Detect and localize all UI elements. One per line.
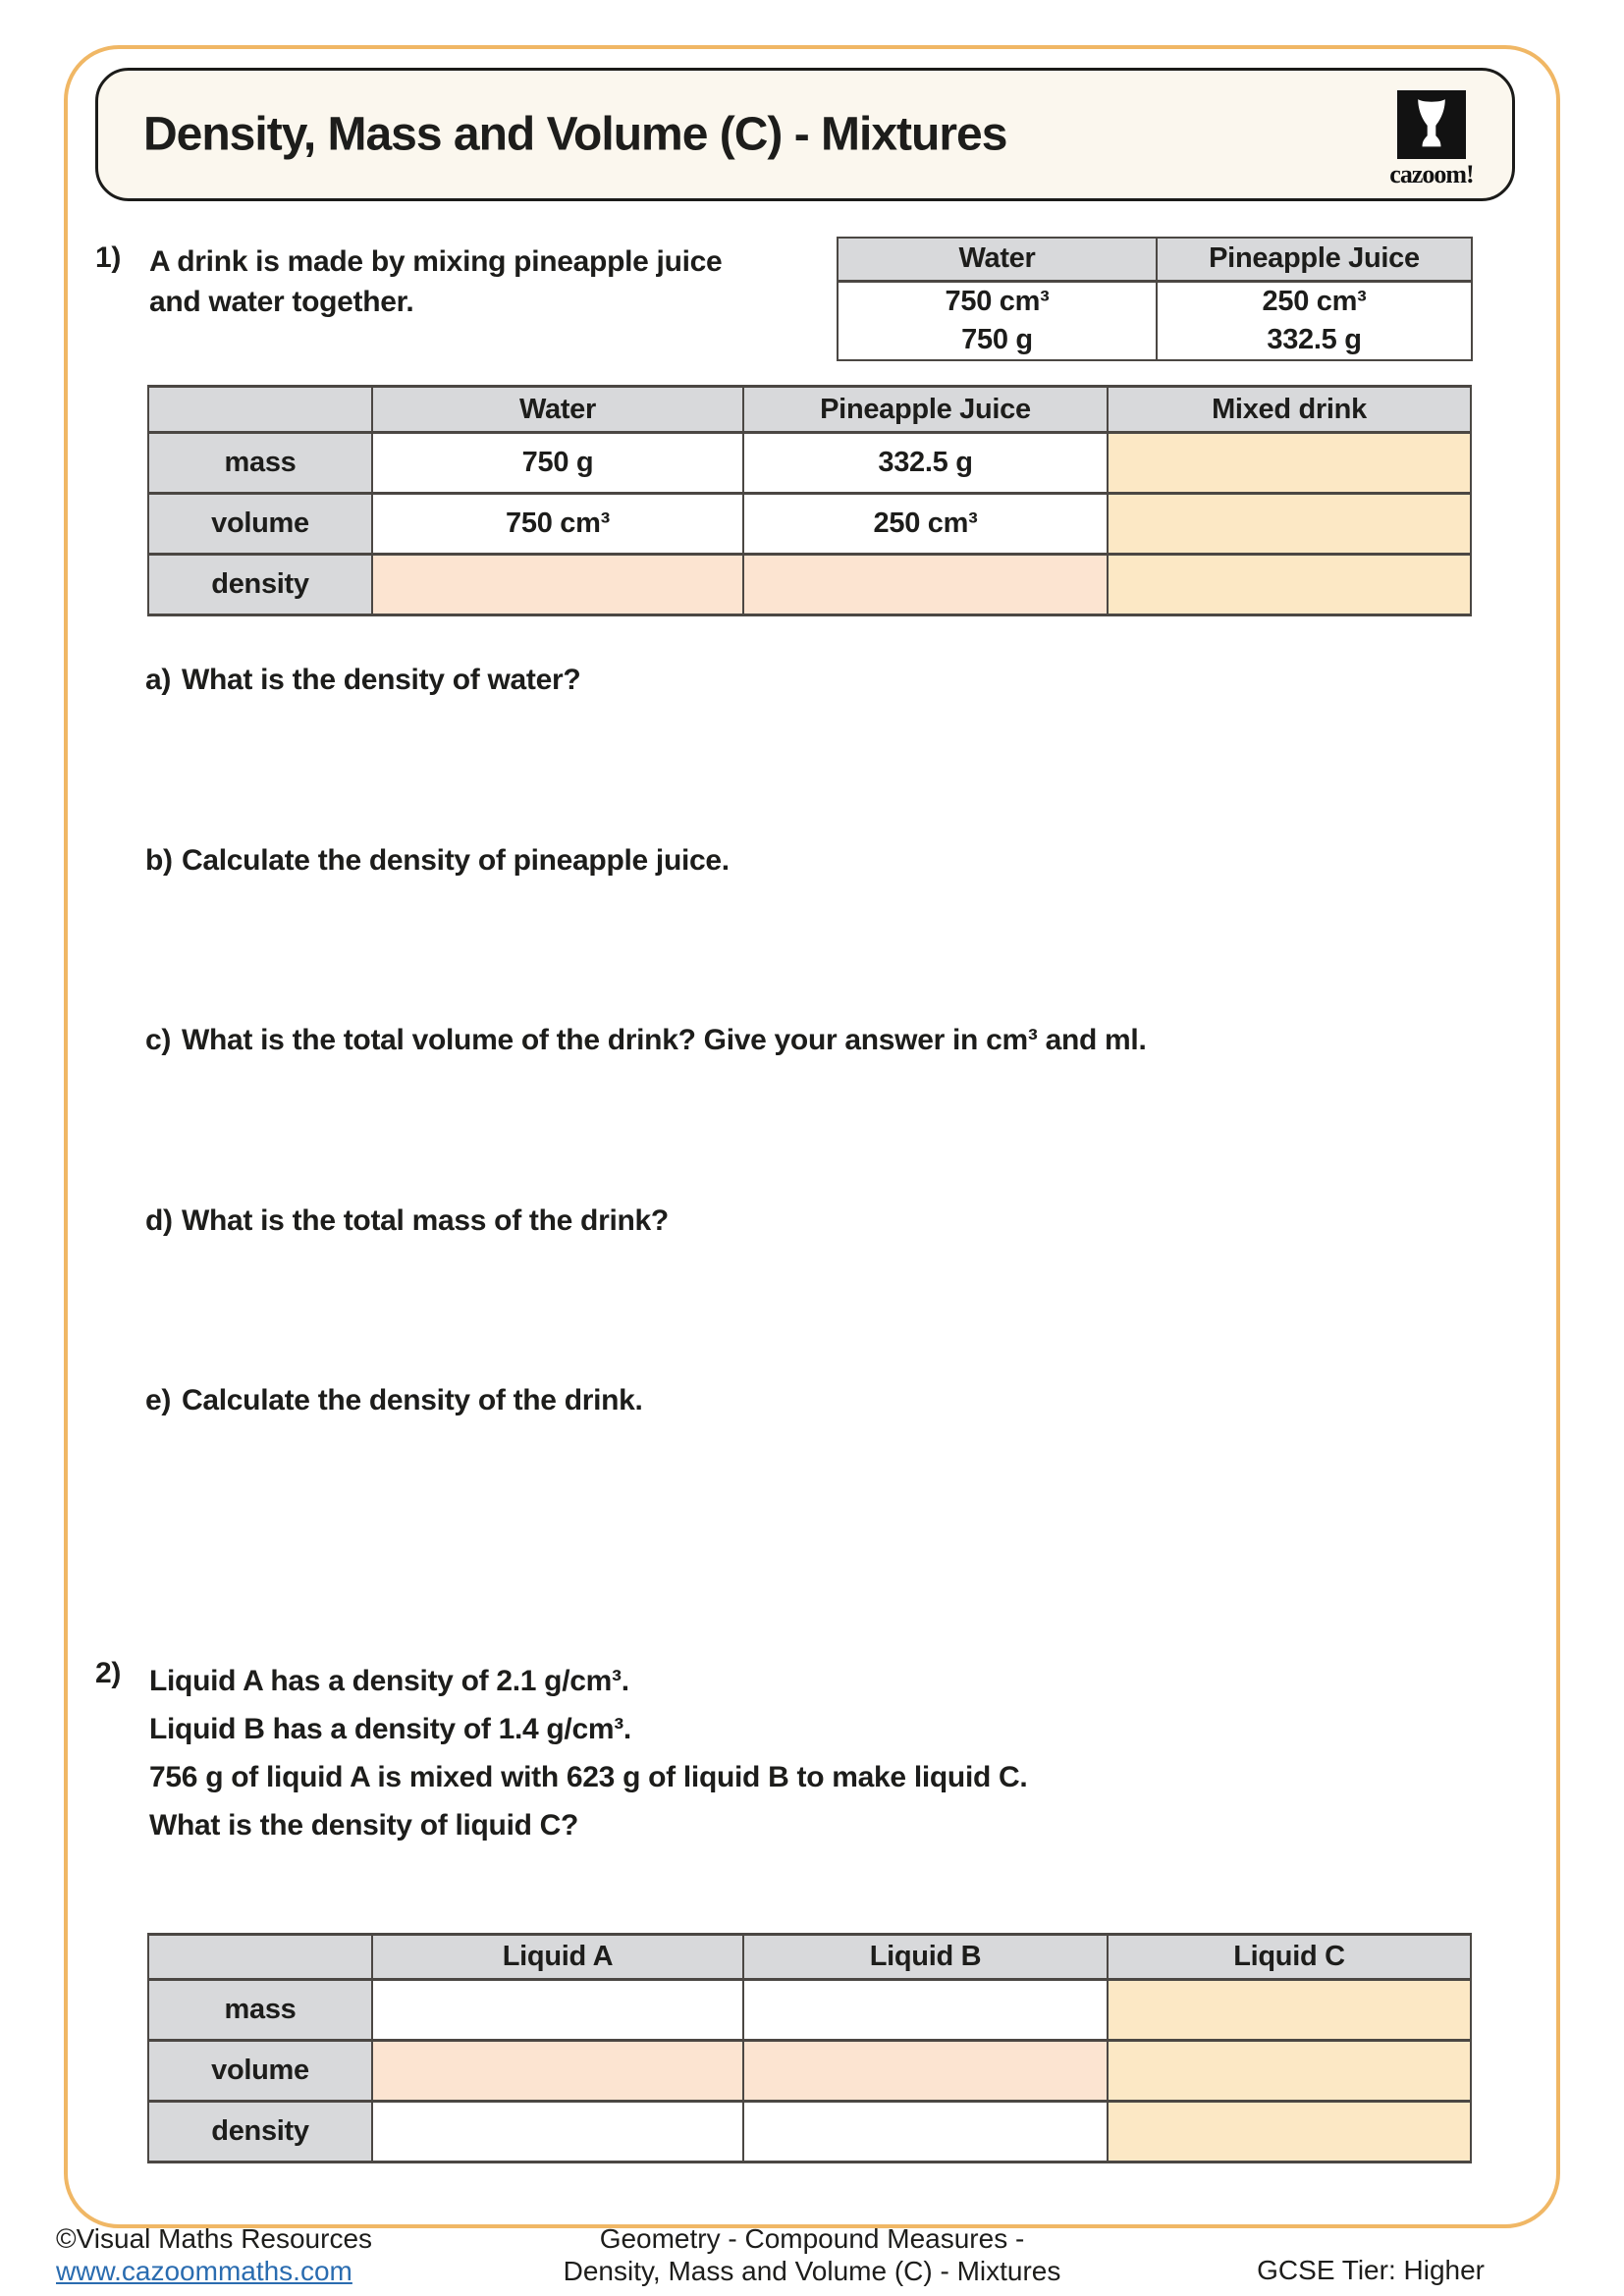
page-title: Density, Mass and Volume (C) - Mixtures xyxy=(143,108,1007,161)
question-2-line-1: Liquid A has a density of 2.1 g/cm³. xyxy=(149,1665,629,1697)
question-1a xyxy=(145,664,580,697)
part-d-text: What is the total mass of the drink? xyxy=(182,1204,669,1237)
footer-tier: GCSE Tier: Higher xyxy=(1257,2255,1485,2285)
q2-volume-liquid-b-answer-cell xyxy=(743,2041,1108,2102)
q1-density-water-answer-cell xyxy=(372,555,743,615)
table-row xyxy=(148,2041,1471,2102)
water-mass-value: 750 g xyxy=(961,323,1033,355)
part-c-letter: c) xyxy=(145,1024,172,1056)
part-e-text: Calculate the density of the drink. xyxy=(182,1384,643,1416)
q2-table-corner-cell xyxy=(148,1935,372,1980)
given-table-water-values xyxy=(838,281,1157,360)
given-values-table xyxy=(837,237,1473,361)
q2-volume-liquid-c-answer-cell xyxy=(1108,2041,1471,2102)
q1-density-mixed-answer-cell xyxy=(1108,555,1471,615)
question-1b xyxy=(145,844,730,878)
q2-density-liquid-a-answer-cell xyxy=(372,2102,743,2163)
part-a-text: What is the density of water? xyxy=(182,664,581,696)
table-row xyxy=(148,433,1471,494)
question-1-text xyxy=(149,241,722,322)
q2-volume-liquid-a-answer-cell xyxy=(372,2041,743,2102)
cazoom-logo xyxy=(1377,90,1487,189)
question-1d xyxy=(145,1204,669,1238)
q1-row-label-volume: volume xyxy=(148,494,372,555)
q1-mass-water: 750 g xyxy=(372,433,743,494)
part-b-letter: b) xyxy=(145,844,173,877)
q2-table-header-liquid-a: Liquid A xyxy=(372,1935,743,1980)
question-2-text xyxy=(149,1657,1027,1849)
juice-mass-value: 332.5 g xyxy=(1267,323,1362,355)
q2-table-header-liquid-c: Liquid C xyxy=(1108,1935,1471,1980)
mixture-table-q2 xyxy=(147,1933,1472,2163)
q1-mass-juice: 332.5 g xyxy=(743,433,1108,494)
q2-density-liquid-c-answer-cell xyxy=(1108,2102,1471,2163)
part-e-letter: e) xyxy=(145,1384,172,1416)
table-row xyxy=(148,1935,1471,1980)
part-a-letter: a) xyxy=(145,664,172,696)
given-table-juice-values xyxy=(1157,281,1472,360)
q2-table-header-liquid-b: Liquid B xyxy=(743,1935,1108,1980)
table-row xyxy=(148,555,1471,615)
q2-row-label-mass: mass xyxy=(148,1980,372,2041)
table-row xyxy=(148,2102,1471,2163)
cazoommaths-link[interactable]: www.cazoommaths.com xyxy=(56,2256,352,2286)
question-1-text-line-2: and water together. xyxy=(149,286,414,318)
table-row xyxy=(148,494,1471,555)
question-2-line-4: What is the density of liquid C? xyxy=(149,1809,579,1842)
q2-mass-liquid-c-answer-cell xyxy=(1108,1980,1471,2041)
footer-topic-line-1: Geometry - Compound Measures - xyxy=(599,2223,1025,2254)
q1-volume-water: 750 cm³ xyxy=(372,494,743,555)
part-c-text: What is the total volume of the drink? Give your answer in cm³ and ml. xyxy=(182,1024,1147,1056)
footer-attribution xyxy=(56,2222,372,2287)
question-1e xyxy=(145,1384,643,1417)
question-2-line-3: 756 g of liquid A is mixed with 623 g of liquid B to make liquid C. xyxy=(149,1761,1028,1793)
part-b-text: Calculate the density of pineapple juice. xyxy=(182,844,730,877)
q2-mass-liquid-b-answer-cell xyxy=(743,1980,1108,2041)
question-1-text-line-1: A drink is made by mixing pineapple juice xyxy=(149,245,723,278)
page-accent-border xyxy=(64,45,1560,2228)
q1-table-header-mixed: Mixed drink xyxy=(1108,387,1471,433)
q1-volume-mixed-answer-cell xyxy=(1108,494,1471,555)
q2-mass-liquid-a-answer-cell xyxy=(372,1980,743,2041)
worksheet-header xyxy=(95,68,1515,201)
question-2-line-2: Liquid B has a density of 1.4 g/cm³. xyxy=(149,1713,631,1745)
given-table-header-water: Water xyxy=(838,238,1157,281)
question-1c xyxy=(145,1024,1147,1057)
question-2-number: 2) xyxy=(95,1657,122,1689)
footer-copyright: ©Visual Maths Resources xyxy=(56,2223,373,2254)
cazoom-logo-text: cazoom! xyxy=(1389,160,1474,188)
q1-row-label-mass: mass xyxy=(148,433,372,494)
q1-density-juice-answer-cell xyxy=(743,555,1108,615)
juice-volume-value: 250 cm³ xyxy=(1262,285,1367,317)
q1-mass-mixed-answer-cell xyxy=(1108,433,1471,494)
q1-row-label-density: density xyxy=(148,555,372,615)
part-d-letter: d) xyxy=(145,1204,173,1237)
table-row xyxy=(148,1980,1471,2041)
q2-density-liquid-b-answer-cell xyxy=(743,2102,1108,2163)
mixture-table-q1 xyxy=(147,385,1472,616)
q1-table-header-water: Water xyxy=(372,387,743,433)
water-volume-value: 750 cm³ xyxy=(945,285,1050,317)
q1-table-corner-cell xyxy=(148,387,372,433)
djembe-drum-icon xyxy=(1397,90,1466,159)
q2-row-label-density: density xyxy=(148,2102,372,2163)
given-table-header-juice: Pineapple Juice xyxy=(1157,238,1472,281)
footer-topic xyxy=(517,2222,1107,2287)
question-1-number: 1) xyxy=(95,241,122,274)
q1-table-header-juice: Pineapple Juice xyxy=(743,387,1108,433)
footer-topic-line-2: Density, Mass and Volume (C) - Mixtures xyxy=(563,2256,1061,2286)
table-row xyxy=(148,387,1471,433)
q2-row-label-volume: volume xyxy=(148,2041,372,2102)
q1-volume-juice: 250 cm³ xyxy=(743,494,1108,555)
